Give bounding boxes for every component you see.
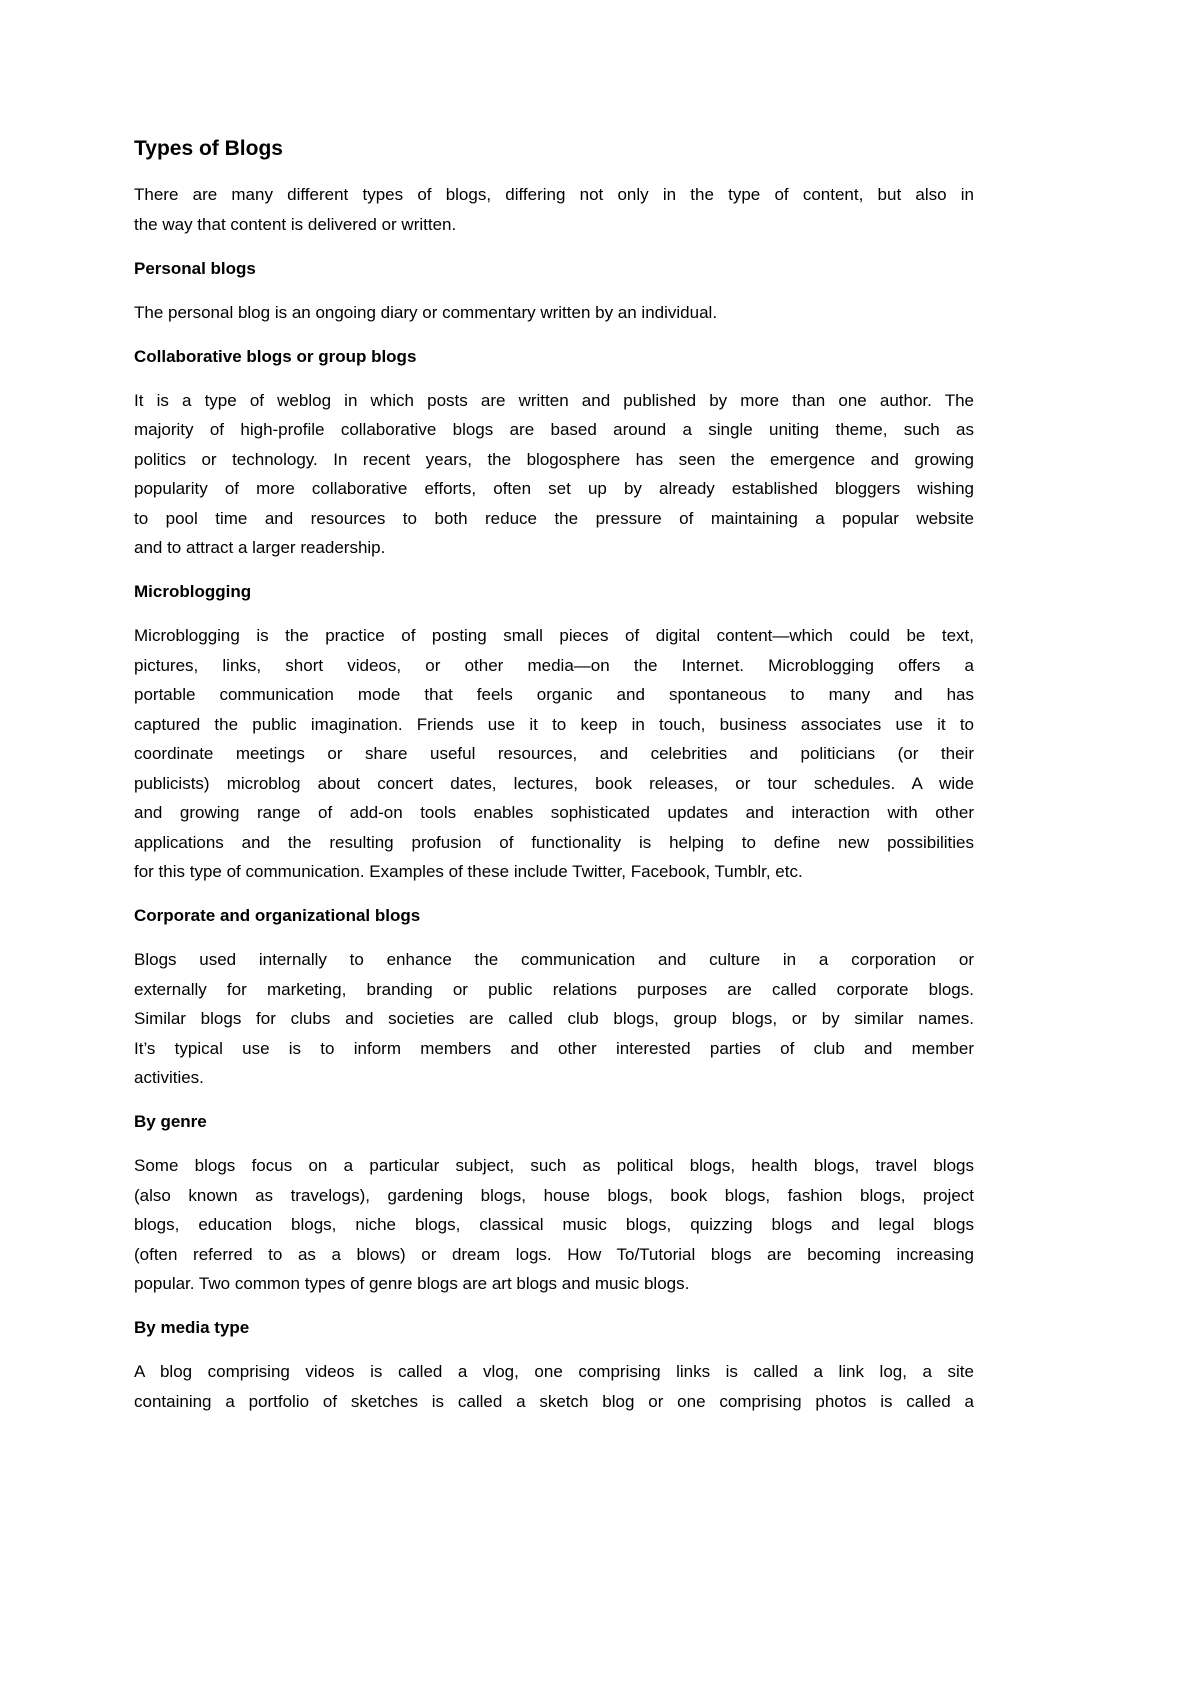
section-heading: Personal blogs [134,258,256,278]
paragraph [134,386,974,563]
section-heading: By media type [134,1318,250,1337]
paragraph-line: popular. Two common types of genre blogs are art blogs and music blogs. [134,1274,690,1293]
paragraph-line: The personal blog is an ongoing diary or commentary written by an individual. [134,302,718,322]
paragraph-line: portable communication mode that feels organic and spontaneous to many and has [134,685,974,704]
paragraph-line: captured the public imagination. Friends use it to keep in touch, business associates use it to [134,714,974,734]
paragraph-line: There are many different types of blogs, differing not only in the type of content, but also in [134,185,974,204]
paragraph-line: for this type of communication. Examples of these include Twitter, Facebook, Tumblr, etc. [134,862,803,881]
document-page [134,134,974,1431]
paragraph-line: It is a type of weblog in which posts are written and published by more than one author. The [134,390,974,410]
paragraph-line: applications and the resulting profusion of functionality is helping to define new possibilities [134,832,974,852]
paragraph [134,621,974,887]
section-heading: Microblogging [134,582,252,601]
paragraph-line: activities. [134,1068,204,1087]
paragraph [134,298,974,328]
paragraph-line: blogs, education blogs, niche blogs, classical music blogs, quizzing blogs and legal blogs [134,1215,974,1234]
paragraph [134,1357,974,1416]
paragraph-line: Some blogs focus on a particular subject, such as political blogs, health blogs, travel blogs [134,1156,974,1175]
paragraph-line: publicists) microblog about concert dates, lectures, book releases, or tour schedules. A wide [134,773,974,793]
paragraph [134,1151,974,1299]
paragraph-line: containing a portfolio of sketches is called a sketch blog or one comprising photos is called a [134,1391,974,1411]
paragraph-line: (often referred to as a blows) or dream logs. How To/Tutorial blogs are becoming increasing [134,1244,974,1264]
document-body [134,180,974,1416]
paragraph-line: to pool time and resources to both reduce the pressure of maintaining a popular website [134,508,974,528]
section-heading: Collaborative blogs or group blogs [134,346,417,366]
paragraph-line: and growing range of add-on tools enables sophisticated updates and interaction with other [134,803,974,822]
paragraph-line: popularity of more collaborative efforts, often set up by already established bloggers wishing [134,479,974,498]
paragraph-line: pictures, links, short videos, or other media—on the Internet. Microblogging offers a [134,655,974,675]
document-title: Types of Blogs [134,137,283,160]
paragraph-line: (also known as travelogs), gardening blogs, house blogs, book blogs, fashion blogs, project [134,1185,974,1205]
paragraph-line: and to attract a larger readership. [134,538,386,557]
paragraph-line: A blog comprising videos is called a vlog, one comprising links is called a link log, a site [134,1362,974,1381]
paragraph-line: politics or technology. In recent years, the blogosphere has seen the emergence and growing [134,449,974,469]
section-heading: Corporate and organizational blogs [134,906,421,925]
paragraph-line: the way that content is delivered or written. [134,214,457,234]
paragraph-line: majority of high-profile collaborative blogs are based around a single uniting theme, such as [134,420,974,439]
paragraph [134,945,974,1093]
paragraph-line: It’s typical use is to inform members and other interested parties of club and member [134,1038,974,1058]
paragraph [134,180,974,239]
paragraph-line: Microblogging is the practice of posting small pieces of digital content—which could be text, [134,626,974,645]
paragraph-line: Similar blogs for clubs and societies are called club blogs, group blogs, or by similar names. [134,1009,974,1028]
paragraph-line: externally for marketing, branding or public relations purposes are called corporate blogs. [134,979,974,999]
section-heading: By genre [134,1112,207,1131]
paragraph-line: coordinate meetings or share useful resources, and celebrities and politicians (or their [134,744,974,763]
paragraph-line: Blogs used internally to enhance the communication and culture in a corporation or [134,950,974,969]
